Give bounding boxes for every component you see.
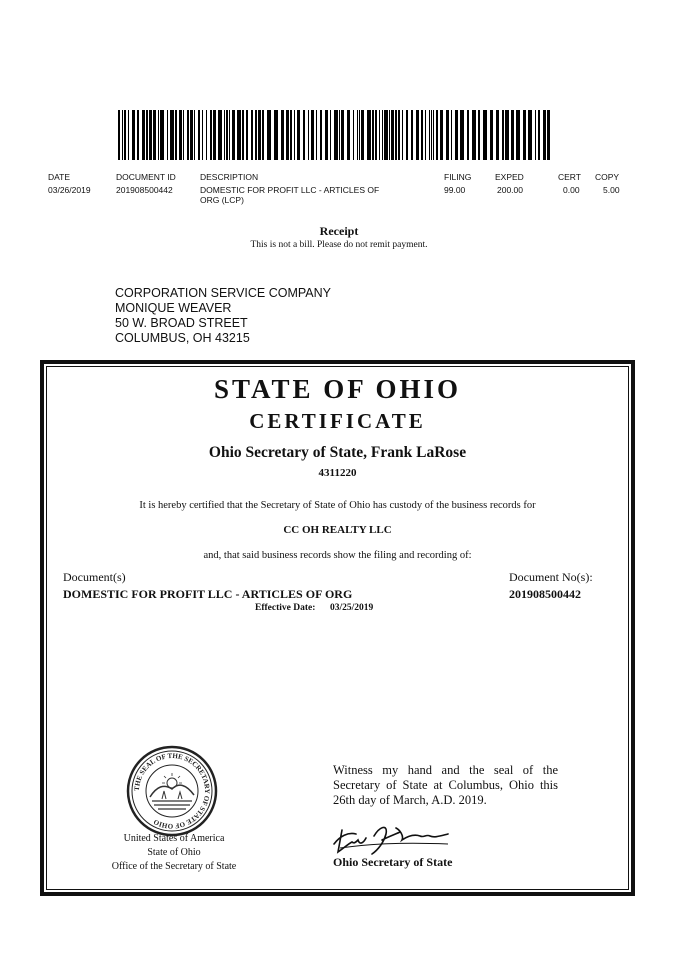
barcode-bar bbox=[389, 110, 390, 160]
seal-text: THE SEAL OF THE SECRETARY OF STATE OF OHIO bbox=[132, 751, 212, 831]
row-date: 03/26/2019 bbox=[48, 185, 91, 195]
barcode-bar bbox=[359, 110, 360, 160]
barcode-bar bbox=[429, 110, 430, 160]
receipt-note: This is not a bill. Please do not remit payment. bbox=[250, 240, 428, 250]
barcode-bar bbox=[490, 110, 493, 160]
barcode-bar bbox=[372, 110, 374, 160]
barcode-bar bbox=[334, 110, 338, 160]
document-number: 201908500442 bbox=[509, 587, 581, 601]
barcode-bar bbox=[274, 110, 278, 160]
barcode-bar bbox=[132, 110, 135, 160]
barcode-bar bbox=[451, 110, 452, 160]
barcode-bar bbox=[160, 110, 164, 160]
barcode-bar bbox=[124, 110, 126, 160]
document-type: DOMESTIC FOR PROFIT LLC - ARTICLES OF ORG bbox=[63, 587, 353, 601]
barcode-bar bbox=[175, 110, 177, 160]
barcode-bar bbox=[535, 110, 536, 160]
documents-label: Document(s) bbox=[63, 570, 126, 584]
barcode-bar bbox=[382, 110, 383, 160]
barcode-bar bbox=[361, 110, 364, 160]
barcode-bar bbox=[158, 110, 159, 160]
barcode-bar bbox=[502, 110, 504, 160]
barcode-bar bbox=[511, 110, 514, 160]
company-name: CC OH REALTY LLC bbox=[283, 524, 392, 536]
barcode-bar bbox=[226, 110, 228, 160]
barcode-bar bbox=[281, 110, 284, 160]
barcode-bar bbox=[440, 110, 443, 160]
barcode-bar bbox=[436, 110, 438, 160]
row-description-line1: DOMESTIC FOR PROFIT LLC - ARTICLES OF bbox=[200, 185, 380, 195]
barcode-bar bbox=[179, 110, 182, 160]
barcode-bar bbox=[460, 110, 464, 160]
barcode-bar bbox=[242, 110, 244, 160]
row-exped: 200.00 bbox=[497, 185, 523, 195]
witness-statement: Witness my hand and the seal of the Secretary of State at Columbus, Ohio this 26th day of March, A.D. 2019. bbox=[333, 763, 558, 807]
seal-landscape-icon bbox=[150, 773, 194, 809]
barcode-bar bbox=[308, 110, 309, 160]
barcode-bar bbox=[483, 110, 487, 160]
barcode-bar bbox=[446, 110, 449, 160]
barcode-bar bbox=[183, 110, 184, 160]
barcode-bar bbox=[523, 110, 526, 160]
barcode-bar bbox=[478, 110, 480, 160]
barcode-bar bbox=[402, 110, 403, 160]
barcode-bar bbox=[406, 110, 408, 160]
barcode-bar bbox=[320, 110, 322, 160]
barcode-bar bbox=[375, 110, 377, 160]
seal-caption-line1: United States of America bbox=[123, 833, 225, 844]
svg-text:THE SEAL OF THE SECRETARY OF S bbox=[133, 752, 211, 830]
barcode-bar bbox=[391, 110, 394, 160]
barcode-bar bbox=[425, 110, 426, 160]
barcode-bar bbox=[290, 110, 292, 160]
barcode-bar bbox=[411, 110, 413, 160]
barcode-bar bbox=[325, 110, 328, 160]
header-filing: FILING bbox=[444, 172, 472, 182]
row-cert: 0.00 bbox=[563, 185, 580, 195]
header-document-id: DOCUMENT ID bbox=[116, 172, 176, 182]
address-line3: 50 W. BROAD STREET bbox=[115, 316, 248, 330]
barcode-bar bbox=[255, 110, 257, 160]
barcode-bar bbox=[472, 110, 476, 160]
barcode-bar bbox=[229, 110, 230, 160]
address-line1: CORPORATION SERVICE COMPANY bbox=[115, 286, 332, 300]
barcode-bar bbox=[341, 110, 344, 160]
barcode-bar bbox=[505, 110, 509, 160]
barcode-bar bbox=[467, 110, 469, 160]
signer-title: Ohio Secretary of State bbox=[333, 855, 453, 869]
barcode-bar bbox=[267, 110, 271, 160]
barcode-bar bbox=[330, 110, 331, 160]
records-statement: and, that said business records show the filing and recording of: bbox=[203, 550, 472, 561]
header-copy: COPY bbox=[595, 172, 620, 182]
barcode-bar bbox=[353, 110, 354, 160]
barcode-bar bbox=[303, 110, 305, 160]
barcode-bar bbox=[347, 110, 350, 160]
barcode-bar bbox=[316, 110, 317, 160]
barcode-bar bbox=[224, 110, 225, 160]
document-numbers-label: Document No(s): bbox=[509, 570, 593, 584]
header-description: DESCRIPTION bbox=[200, 172, 259, 182]
certificate-state-title: STATE OF OHIO bbox=[213, 374, 462, 404]
barcode-bar bbox=[367, 110, 371, 160]
barcode-bar bbox=[297, 110, 300, 160]
barcode-bar bbox=[210, 110, 212, 160]
address-line2: MONIQUE WEAVER bbox=[115, 301, 232, 315]
seal-caption-line2: State of Ohio bbox=[147, 847, 201, 858]
header-cert: CERT bbox=[558, 172, 581, 182]
barcode-bar bbox=[416, 110, 419, 160]
row-document-id: 201908500442 bbox=[116, 185, 173, 195]
barcode-bar bbox=[190, 110, 193, 160]
effective-date: 03/25/2019 bbox=[330, 603, 374, 613]
barcode-bar bbox=[379, 110, 380, 160]
barcode-bar bbox=[149, 110, 152, 160]
barcode-bar bbox=[237, 110, 241, 160]
barcode-bar bbox=[232, 110, 235, 160]
barcode-bar bbox=[431, 110, 432, 160]
barcode-bar bbox=[202, 110, 203, 160]
address-line4: COLUMBUS, OH 43215 bbox=[115, 331, 250, 345]
barcode-bar bbox=[213, 110, 216, 160]
row-copy: 5.00 bbox=[603, 185, 620, 195]
barcode-bar bbox=[251, 110, 253, 160]
barcode-bar bbox=[194, 110, 195, 160]
barcode-bar bbox=[128, 110, 129, 160]
barcode-bar bbox=[547, 110, 550, 160]
seal-caption-line3: Office of the Secretary of State bbox=[111, 861, 237, 872]
barcode-bar bbox=[206, 110, 207, 160]
certification-statement: It is hereby certified that the Secretary of State of Ohio has custody of the business records for bbox=[139, 500, 536, 511]
barcode-bar bbox=[528, 110, 532, 160]
barcode-bar bbox=[543, 110, 546, 160]
state-seal bbox=[126, 745, 218, 837]
barcode-bar bbox=[286, 110, 289, 160]
barcode bbox=[118, 110, 550, 160]
barcode-bar bbox=[496, 110, 499, 160]
receipt-title: Receipt bbox=[319, 224, 359, 238]
row-filing: 99.00 bbox=[444, 185, 466, 195]
certificate-heading: CERTIFICATE bbox=[249, 409, 426, 433]
barcode-bar bbox=[170, 110, 174, 160]
barcode-bar bbox=[516, 110, 520, 160]
barcode-bar bbox=[538, 110, 540, 160]
barcode-bar bbox=[118, 110, 120, 160]
barcode-bar bbox=[218, 110, 222, 160]
barcode-bar bbox=[455, 110, 458, 160]
effective-date-label: Effective Date: bbox=[255, 603, 316, 613]
barcode-bar bbox=[167, 110, 168, 160]
barcode-bar bbox=[187, 110, 189, 160]
header-exped: EXPED bbox=[495, 172, 524, 182]
barcode-bar bbox=[146, 110, 148, 160]
barcode-bar bbox=[311, 110, 314, 160]
barcode-bar bbox=[395, 110, 397, 160]
header-date: DATE bbox=[48, 172, 71, 182]
barcode-bar bbox=[142, 110, 145, 160]
barcode-bar bbox=[198, 110, 200, 160]
barcode-bar bbox=[339, 110, 340, 160]
barcode-bar bbox=[137, 110, 139, 160]
barcode-bar bbox=[433, 110, 434, 160]
barcode-bar bbox=[357, 110, 358, 160]
barcode-bar bbox=[153, 110, 156, 160]
barcode-bar bbox=[421, 110, 423, 160]
barcode-bar bbox=[122, 110, 123, 160]
row-description-line2: ORG (LCP) bbox=[200, 195, 244, 205]
secretary-name: Ohio Secretary of State, Frank LaRose bbox=[208, 444, 467, 461]
barcode-bar bbox=[398, 110, 400, 160]
barcode-bar bbox=[262, 110, 264, 160]
barcode-bar bbox=[384, 110, 388, 160]
charter-number: 4311220 bbox=[318, 467, 357, 479]
barcode-bar bbox=[294, 110, 295, 160]
signature bbox=[330, 818, 455, 858]
barcode-bar bbox=[258, 110, 261, 160]
barcode-bar bbox=[246, 110, 248, 160]
